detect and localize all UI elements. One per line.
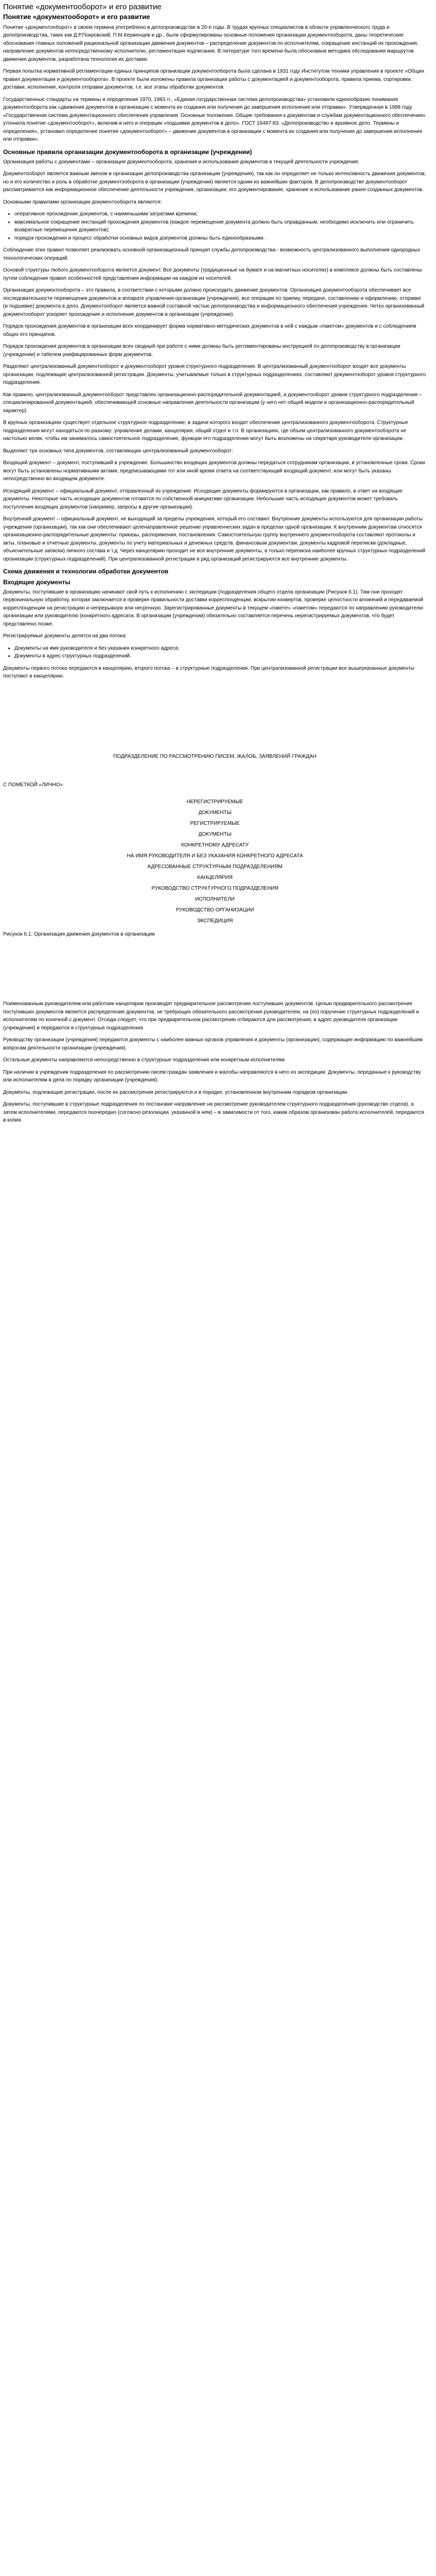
section1-paragraph-4: Соблюдение этих правил позволяет реализовать основной организационный принцип службы делопроизводства - возможность централизованного выполнения однородных технологических операций. [3, 247, 421, 261]
section1-paragraph-2: Документооборот является важным звеном в организации делопроизводства организации (учреждения), так как он определяет не только интенсивность движения документов, но и его количество и роль в обработке документооборота в организации (учреждении) является одним из важнейших факторов. В делопроизводстве документооборот рассматривается как информационное обеспечение деятельности учреждения, организации, его документирование, хранение и использование ранее созданных документов. [3, 171, 426, 193]
section1-paragraph-12: Выделяют три основных типа документов, составляющих централизованный документооборот: [3, 448, 233, 454]
section1-paragraph-10: Как правило, централизованный документооборот представлен организационно-распорядительной документацией, а документооборот уровня структурного подразделения – специализированной документацией, обеспечивающей основные направления деятельности организации (у него нет общей модели и организационно-распорядительный характер). [3, 392, 422, 414]
intro-paragraph-2: Первая попытка нормативной регламентации единых принципов организации документооборота была сделана в 1931 году Институтом техники управления в проекте «Общих правил документации и документооборота». В проекте были изложены правила организации работы с документацией и документооборота, правила приема, сортировки, доставки, исполнения, контроля отправки документов, т.е. все этапы обработки документов. [3, 69, 425, 91]
diagram-node: ДОКУМЕНТЫ [198, 809, 232, 816]
final-section [3, 1000, 427, 1125]
section1-paragraph-5: Основой структуры любого документооборота является документ. Все документы (традиционные на бумаге и на магнитных носителях) в комплексе должны быть составлены путем соблюдения правил особенностей представления информации на каждом из носителей. [3, 267, 422, 281]
section2-heading: Схема движения и технологии обработки документов [3, 568, 169, 575]
page-heading: Понятие «документооборот» и его развитие [3, 3, 162, 11]
intro-section [3, 24, 427, 144]
diagram-node: ДОКУМЕНТЫ [198, 831, 232, 837]
flow-list-item: • Документы в адрес структурных подразделений. [14, 652, 427, 660]
final-paragraph-1: Поименованным руководителем или работник канцелярии производят предварительное рассмотрение поступивших документов. Целью предварительного рассмотрения поступивших документов является распределение документов, не требующих обязательного рассмотрения руководителем, на (по) поручение структурных подразделений и исполнителям по конечной с документ. Отсюда следует, что при предварительном рассмотрении отбираются для рассмотрения, в адрес руководителя организации (учреждения) и передаются в структурные подразделения. [3, 1001, 419, 1031]
diagram-left-label: С ПОМЕТКОЙ «ЛИЧНО» [3, 782, 63, 788]
section1-paragraph-3: Основными правилами организации документооборота являются: [3, 199, 162, 205]
section2-subheading: Входящие документы [3, 578, 71, 586]
section1-paragraph-7: Порядок прохождения документов в организации всех координирует форма нормативно-методических документов в ней с каждым «пакетом» документов и с соблюдением общих его принципов. [3, 324, 416, 337]
section1-paragraph-9: Разделяют централизованный документооборот и документооборот уровня структурного подразделения. В централизованный документооборот входят все документы организации, подлежащие централизованной регистрации. Документы, учитываемые только в структурных подразделениях, составляют документооборот уровня структурного подразделения. [3, 364, 426, 386]
section1-heading: Основные правила организации документооборота в организации (учреждении) [3, 148, 252, 156]
intro-paragraph-3: Государственные стандарты на термины и определения 1970, 1983 гг., «Единая государственная система делопроизводства» установили единообразие понимания документооборота как «движения документов в организации с момента их создания или получения до завершения исполнения или отправки». Утвержденная в 1988 году «Государственная система документационного обеспечения управления. Основные положения. Общие требования к документам и службам документационного обеспечения» уточнила понятие «документооборот», включив в него и операции «подшивки документов в дело». ГОСТ 16487-83. «Делопроизводство и архивное дело. Термины и определения», установил определение понятия «документооборот» – движение документов в организации с момента их создания или получения до завершения исполнения или отправки». [3, 96, 426, 143]
diagram-node: КАНЦЕЛЯРИЯ [197, 874, 233, 880]
rules-list [3, 210, 427, 242]
diagram-node: НЕРЕГИСТРИРУЕМЫЕ [186, 799, 243, 805]
final-paragraph-4: При наличии в учреждении подразделения по рассмотрению писем граждан заявления и жалобы направляются в него из экспедиции. Документы, переданные к руководству или исполнителям в дела по порядку организации (учреждения). [3, 1069, 421, 1083]
section1 [3, 158, 427, 564]
final-paragraph-3: Остальные документы направляются непосредственно в структурные подразделения или конкретным исполнителям. [3, 1057, 286, 1063]
final-paragraph-5: Документы, подлежащие регистрации, после их рассмотрения регистрируются и в порядке, установленном внутренним порядком организации. [3, 1089, 348, 1095]
section2 [3, 578, 427, 681]
diagram-node: ИСПОЛНИТЕЛИ [195, 896, 235, 902]
document-page [0, 0, 430, 1149]
section2-paragraph-1: Документы, поступившие в организацию начинают свой путь к исполнению с экспедиции (подразделения общего отдела организации (Рисунок 6.1). Там они проходят первоначальную обработку, которая заключается в проверке правильности доставки корреспонденции, вскрытии конвертов, проверке целостности вложений и передаваемой корреспонденции на регистрацию и непрерывную или несрочную. Зарегистрированные документы в текущем «пакете» «пакетом» передаются по направлению руководителю организации или руководителю (конкретного адресата. В организации (учреждении) обязательно составляется перечень нерегистрируемых документов, что будет представлено позже. [3, 589, 424, 627]
section1-paragraph-15: Внутренний документ – официальный документ, не выходящий за пределы учреждения, который его составил. Внутренние документы используются для организации работы учреждения (организации), так как они обеспечивают целенаправленное решение управленческих задач в пределах одной организации. К внутренним документам относятся организационно-распорядительные документы: приказы, распоряжения, постановления. Самостоятельную группу внутреннего документооборота составляют протоколы и акты, плановые и отчетные документы, документы по учету материальных и денежных средств, финансовым документам, документы кадровой переписки (докладные, объяснительные записки) личного состава и т.д. Через канцелярию проходит не все внутренние документы, а только переписка наиболее крупных структурных подразделений организации (структурных подразделений). При централизованной регистрации в ряд организаций регистрируются все внутренние документы. [3, 516, 426, 562]
diagram-caption: Рисунок 6.1. Организация движения документов в организации [3, 931, 155, 937]
document-flow-diagram [3, 753, 427, 939]
diagram-node: РУКОВОДСТВО СТРУКТУРНОГО ПОДРАЗДЕЛЕНИЯ [151, 885, 278, 891]
section1-paragraph-13: Входящий документ – документ, поступивший в учреждение. Большинство входящих документов должны передаться сотрудникам организации, в установленные сроки. Сроки могут быть установлены нормативными актами, предписывающими тот или иной время ответа на соответствующий входящий документ, или могут быть указаны непосредственно во входящем документе. [3, 460, 425, 482]
page-subheading: Понятие «документооборот» и его развитие [3, 13, 150, 21]
diagram-top-label: ПОДРАЗДЕЛЕНИЕ ПО РАССМОТРЕНИЮ ПИСЕМ, ЖАЛОБ, ЗАЯВЛЕНИЙ ГРАЖДАН [113, 753, 317, 759]
diagram-node: ЭКСПЕДИЦИЯ [197, 918, 233, 924]
section1-paragraph-1: Организация работы с документами – организация документооборота, хранения и использования документов в текущей деятельности учреждения. [3, 159, 359, 165]
intro-paragraph-1: Понятие «документооборот» в своем термина употреблено в делопроизводстве в 20-е годы. В трудах крупных специалистов в области управленческого труда и делопроизводства, таких как Д.Р.Покровский, П.М.Керженцев и др., были сформулированы основные положения организации документооборота, даны теоретические обоснования главных положений рациональной организации движения документов – распределение документов по исполнителям, сокращение инстанций их прохождения, направление документов непосредственному исполнителю, регламентация подписания. В литературе того времени была обоснована методика обследования маршрутов движения документов, разработана технология их доставки. [3, 24, 418, 62]
diagram-node: РЕГИСТРИРУЕМЫЕ [190, 820, 240, 826]
section1-paragraph-8: Порядок прохождения документов в организации всех сводный при работе с ними должны быть регламентированы инструкцией по делопроизводству в организации (учреждении) и табелем унифицированных форм документов. [3, 344, 400, 358]
diagram-node: АДРЕСОВАННЫЕ СТРУКТУРНЫМ ПОДРАЗДЕЛЕНИЯМ [147, 863, 283, 870]
diagram-node: РУКОВОДСТВО ОРГАНИЗАЦИИ [176, 907, 254, 913]
flow-list [3, 645, 427, 660]
diagram-node: КОНКРЕТНОМУ АДРЕСАТУ [181, 842, 249, 848]
section2-paragraph-3: Документы первого потока передаются в канцелярию, второго потока – в структурные подразделения. При централизованной регистрации все вышеуказанные документы поступают в канцелярию. [3, 665, 414, 680]
section1-paragraph-11: В крупных организациях существует отдельное структурное подразделение, в задачи которого входит обеспечение централизованного документооборота. Структурные подразделения могут находиться по разному: управление делами, канцелярия, общий отдел и т.п. В организациях, где объем централизованного документооборота не настолько велик, чтобы им занималось самостоятельное подразделение, функции его подразделения могут быть возложены на секретаря руководителя организации. [3, 420, 408, 442]
rules-list-item: • оперативное прохождение документов, с наименьшими затратами времени; [14, 210, 427, 218]
final-paragraph-2: Руководству организации (учреждения) передаются документы с наиболее важных органов управления и документы (организации), содержащие информацию по важнейшим вопросам деятельности организации (учреждения). [3, 1037, 423, 1051]
section1-paragraph-14: Исходящий документ – официальный документ, отправленный из учреждения. Исходящие документы формируются в организации, как правило, в ответ на входящие документы. Некоторые часть исходящих документов готовится по собственной инициативе организации. Небольшие часть исходящих документов может требовать поступления входящих документов (например, запросы в другие организации). [3, 488, 403, 510]
section2-paragraph-2: Регистрируемые документы делятся на два потока: [3, 633, 127, 639]
rules-list-item: • порядок прохождения и процесс обработки основных видов документов должны быть единообразными. [14, 234, 427, 243]
rules-list-item: • максимальное сокращение инстанций прохождения документов (каждое перемещение документа должно быть оправданным, необходимо исключить или ограничить возвратные перемещения документов); [14, 218, 427, 234]
flow-list-item: • Документы на имя руководителя и без указания конкретного адреса; [14, 645, 427, 653]
diagram-node: НА ИМЯ РУКОВОДИТЕЛЯ И БЕЗ УКАЗАНИЯ КОНКРЕТНОГО АДРЕСАТА [127, 853, 303, 859]
section1-paragraph-6: Организация документооборота – это правила, в соответствии с которыми должно происходить движение документов. Организация документооборота обеспечивает все последовательности перемещения документов в аппарате управления организации (учреждения), все операции по приему, передаче, составлению и оформлению, отправке (и подшивке) документа в дело. Документооборот является важной составной частью делопроизводства и информационного обеспечения учреждения. Четко организованный документооборот ускоряет прохождение и исполнение документов в организации (учреждении). [3, 287, 425, 317]
final-paragraph-6: Документы, поступившие в структурные подразделения по постановке направление на рассмотрение руководителем структурного подразделения (руководство отдела), а затем исполнителями, передаются поочередно (согласно резолюции, указанной в нем) – в зависимости от того, каким образом организован работа исполнителей, передаются в копия. [3, 1101, 425, 1124]
